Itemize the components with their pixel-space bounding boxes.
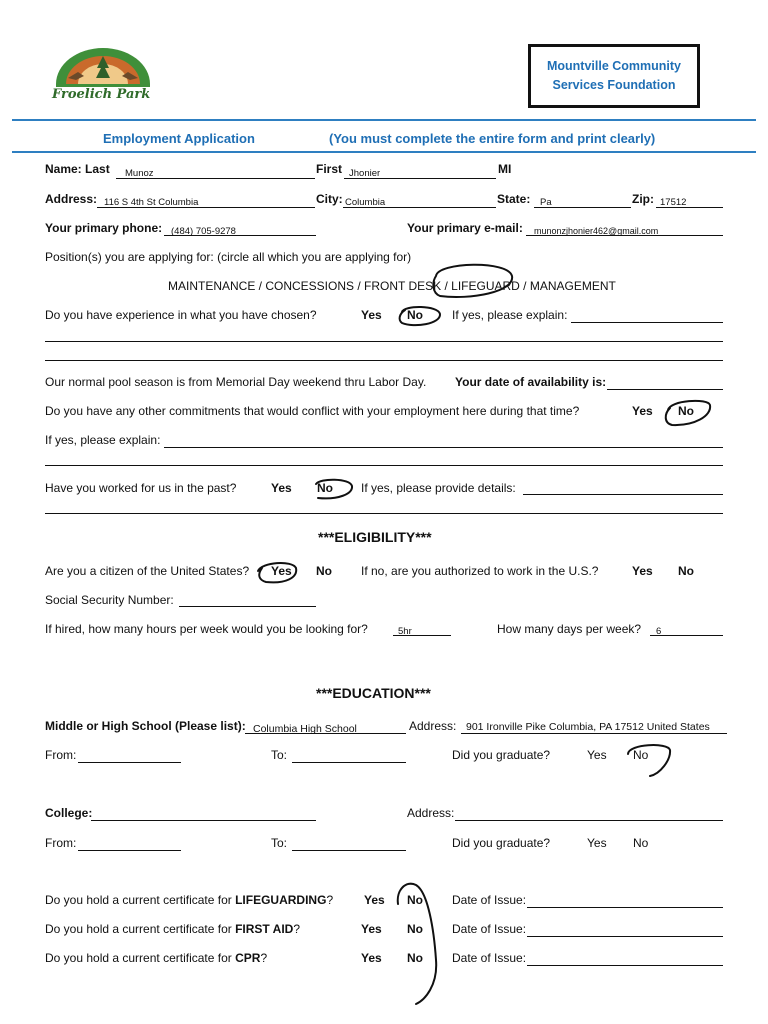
- cert-name: LIFEGUARDING: [235, 893, 327, 907]
- cert-lifeguarding-yes[interactable]: Yes: [364, 893, 385, 907]
- college-graduate-question: Did you graduate?: [452, 836, 551, 850]
- commitments-no[interactable]: No: [678, 404, 694, 418]
- cert-cpr-no[interactable]: No: [407, 951, 423, 965]
- education-heading: ***EDUCATION***: [316, 685, 431, 701]
- ssn-field[interactable]: [179, 606, 316, 607]
- last-name-label: Name: Last: [45, 162, 110, 176]
- authorized-question: If no, are you authorized to work in the U.S.?: [361, 564, 599, 578]
- college-label: College:: [45, 806, 93, 820]
- cert-question-suffix: ?: [326, 893, 334, 907]
- zip-value: 17512: [660, 197, 687, 208]
- hours-question: If hired, how many hours per week would you be looking for?: [45, 622, 368, 636]
- authorized-yes[interactable]: Yes: [632, 564, 653, 578]
- days-value: 6: [656, 626, 662, 637]
- school-address-value: 901 Ironville Pike Columbia, PA 17512 United States: [466, 721, 710, 733]
- state-value: Pa: [540, 197, 552, 208]
- cert-lifeguarding-no[interactable]: No: [407, 893, 423, 907]
- org-name-line2: Services Foundation: [552, 78, 676, 92]
- state-label: State:: [497, 192, 531, 206]
- worked-details-field[interactable]: [523, 494, 723, 495]
- citizen-no[interactable]: No: [316, 564, 332, 578]
- college-from-label: From:: [45, 836, 77, 850]
- authorized-no[interactable]: No: [678, 564, 694, 578]
- cert-firstaid-date-field[interactable]: [527, 936, 723, 937]
- experience-explain-label: If yes, please explain:: [452, 308, 568, 322]
- worked-no[interactable]: No: [317, 481, 333, 495]
- cert-firstaid-yes[interactable]: Yes: [361, 922, 382, 936]
- citizen-yes[interactable]: Yes: [271, 564, 292, 578]
- city-value: Columbia: [345, 197, 386, 208]
- header-rule-bottom: [12, 151, 756, 153]
- school-to-label: To:: [271, 748, 288, 762]
- froelich-park-logo: [48, 44, 158, 108]
- email-label: Your primary e-mail:: [407, 221, 523, 235]
- logo-text: Froelich Park: [52, 87, 151, 102]
- college-graduate-yes[interactable]: Yes: [587, 836, 607, 850]
- college-to-label: To:: [271, 836, 288, 850]
- citizen-question: Are you a citizen of the United States?: [45, 564, 250, 578]
- org-name-line1: Mountville Community: [546, 59, 682, 73]
- email-value: munonzjhonier462@gmail.com: [534, 226, 659, 236]
- ssn-label: Social Security Number:: [45, 593, 174, 607]
- position-options: MAINTENANCE / CONCESSIONS / FRONT DESK / LIFEGUARD / MANAGEMENT: [168, 279, 616, 293]
- school-to-field[interactable]: [292, 762, 406, 763]
- college-to-field[interactable]: [292, 850, 406, 851]
- cert-question-suffix: ?: [293, 922, 300, 936]
- form-title: Employment Application: [103, 131, 255, 146]
- commitments-explain-line-2[interactable]: [45, 465, 723, 466]
- school-from-field[interactable]: [78, 762, 181, 763]
- eligibility-heading: ***ELIGIBILITY***: [318, 529, 432, 545]
- cert-lifeguarding-date-label: Date of Issue:: [452, 893, 527, 907]
- zip-label: Zip:: [632, 192, 654, 206]
- school-value: Columbia High School: [253, 723, 357, 735]
- season-text: Our normal pool season is from Memorial Day weekend thru Labor Day.: [45, 375, 427, 389]
- first-name-label: First: [316, 162, 343, 176]
- cert-name: FIRST AID: [235, 922, 294, 936]
- days-question: How many days per week?: [497, 622, 642, 636]
- college-address-label: Address:: [407, 806, 455, 820]
- phone-label: Your primary phone:: [45, 221, 163, 235]
- school-label: Middle or High School (Please list):: [45, 719, 246, 733]
- commitments-explain-field[interactable]: [164, 447, 723, 448]
- commitments-yes[interactable]: Yes: [632, 404, 653, 418]
- worked-question: Have you worked for us in the past?: [45, 481, 237, 495]
- school-address-field[interactable]: [461, 733, 727, 734]
- city-label: City:: [316, 192, 343, 206]
- cert-cpr-yes[interactable]: Yes: [361, 951, 382, 965]
- phone-value: (484) 705-9278: [171, 226, 236, 237]
- experience-explain-line-2[interactable]: [45, 341, 723, 342]
- first-name-value: Jhonier: [349, 168, 381, 179]
- last-name-value: Munoz: [125, 168, 154, 179]
- cert-firstaid-question: [45, 922, 300, 936]
- worked-details-line-2[interactable]: [45, 513, 723, 514]
- availability-field[interactable]: [607, 389, 723, 390]
- commitments-question: Do you have any other commitments that would conflict with your employment here during that time?: [45, 404, 580, 418]
- address-value: 116 S 4th St Columbia: [104, 197, 199, 208]
- college-address-field[interactable]: [455, 820, 723, 821]
- school-from-label: From:: [45, 748, 77, 762]
- commitments-explain-label: If yes, please explain:: [45, 433, 161, 447]
- cert-firstaid-no[interactable]: No: [407, 922, 423, 936]
- worked-details-label: If yes, please provide details:: [361, 481, 516, 495]
- organization-box: [528, 44, 700, 108]
- experience-no[interactable]: No: [407, 308, 423, 322]
- cert-name: CPR: [235, 951, 261, 965]
- middle-initial-label: MI: [498, 162, 512, 176]
- experience-explain-line-3[interactable]: [45, 360, 723, 361]
- cert-lifeguarding-date-field[interactable]: [527, 907, 723, 908]
- school-graduate-question: Did you graduate?: [452, 748, 551, 762]
- experience-explain-field[interactable]: [571, 322, 723, 323]
- cert-question-suffix: ?: [260, 951, 268, 965]
- cert-question-prefix: Do you hold a current certificate for: [45, 922, 236, 936]
- header-rule-top: [12, 119, 756, 121]
- school-graduate-no[interactable]: No: [633, 748, 649, 762]
- cert-lifeguarding-question: [45, 893, 333, 907]
- availability-label: Your date of availability is:: [455, 375, 607, 389]
- hours-value: 5hr: [398, 626, 412, 637]
- position-question: Position(s) you are applying for: (circle all which you are applying for): [45, 250, 412, 264]
- school-graduate-yes[interactable]: Yes: [587, 748, 607, 762]
- school-address-label: Address:: [409, 719, 457, 733]
- cert-question-prefix: Do you hold a current certificate for: [45, 951, 236, 965]
- cert-firstaid-date-label: Date of Issue:: [452, 922, 527, 936]
- college-from-field[interactable]: [78, 850, 181, 851]
- cert-cpr-question: [45, 951, 267, 965]
- address-label: Address:: [45, 192, 98, 206]
- college-graduate-no[interactable]: No: [633, 836, 649, 850]
- experience-yes[interactable]: Yes: [361, 308, 382, 322]
- cert-cpr-date-label: Date of Issue:: [452, 951, 527, 965]
- cert-cpr-date-field[interactable]: [527, 965, 723, 966]
- cert-question-prefix: Do you hold a current certificate for: [45, 893, 236, 907]
- form-instruction: (You must complete the entire form and print clearly): [329, 131, 656, 146]
- experience-question: Do you have experience in what you have chosen?: [45, 308, 317, 322]
- college-field[interactable]: [91, 820, 316, 821]
- worked-yes[interactable]: Yes: [271, 481, 292, 495]
